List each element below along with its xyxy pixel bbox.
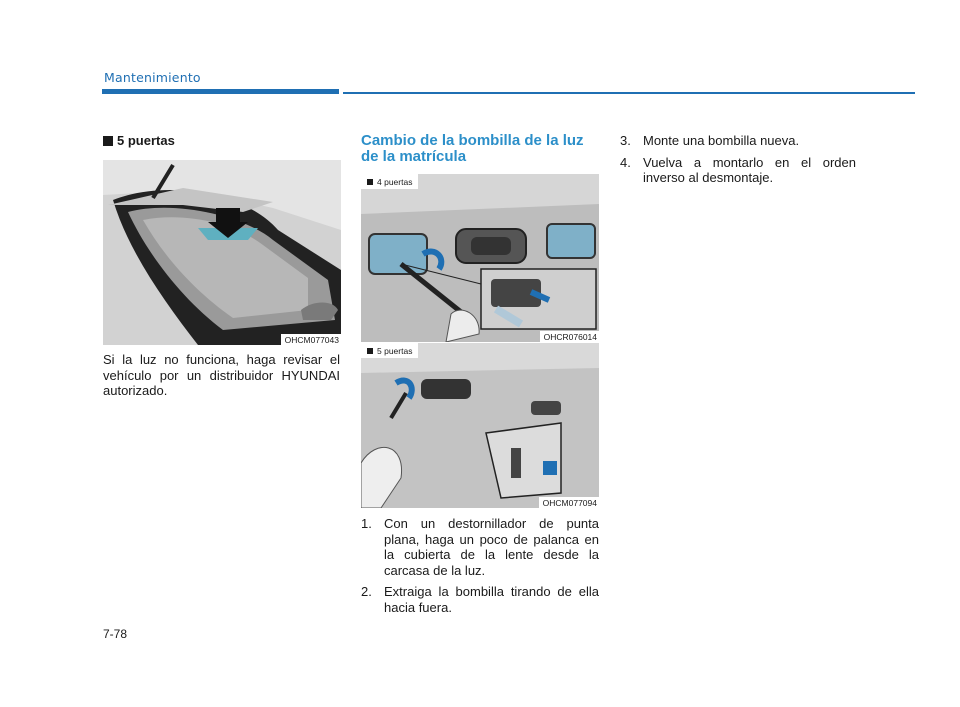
step-item: [361, 516, 599, 578]
header-rule-thick: [102, 89, 339, 94]
step-text: Extraiga la bombilla tirando de ella hacia fuera.: [384, 584, 599, 615]
left-paragraph: Si la luz no funciona, haga revisar el vehículo por un distribuidor HYUNDAI autorizado.: [103, 352, 340, 398]
square-bullet-icon: [103, 136, 113, 146]
subheading-text: 5 puertas: [117, 133, 175, 148]
figure-tag: [361, 343, 418, 358]
square-bullet-icon: [367, 348, 373, 354]
steps-list-right: [620, 133, 856, 192]
figure-5-door-rear: [103, 160, 341, 345]
license-light-5-door-illustration: [361, 343, 599, 508]
steps-list-middle: [361, 516, 599, 621]
step-text: Monte una bombilla nueva.: [643, 133, 800, 148]
figure-code: OHCM077094: [539, 497, 599, 508]
step-number: 1.: [361, 516, 372, 531]
car-rear-illustration: [103, 160, 341, 345]
page-number: 7-78: [103, 627, 128, 641]
subheading-5-doors: [103, 133, 175, 148]
figure-tag-text: 4 puertas: [377, 177, 413, 187]
header-rule-thin: [343, 92, 915, 94]
license-light-4-door-illustration: [361, 174, 599, 342]
figure-tag: [361, 174, 418, 189]
figure-tag-text: 5 puertas: [377, 346, 413, 356]
step-text: Vuelva a montarlo en el orden inverso al desmontaje.: [643, 154, 856, 185]
figure-code: OHCM077043: [281, 334, 341, 345]
figure-code: OHCR076014: [540, 331, 599, 342]
square-bullet-icon: [367, 179, 373, 185]
figure-4-door-light: [361, 174, 599, 342]
step-item: [620, 133, 856, 149]
figure-5-door-light: [361, 343, 599, 508]
section-heading: Cambio de la bombilla de la luz de la matrícula: [361, 132, 584, 165]
step-item: [361, 584, 599, 615]
section-title: Mantenimiento: [104, 70, 201, 85]
step-number: 4.: [620, 154, 631, 170]
step-item: [620, 155, 856, 186]
step-text: Con un destornillador de punta plana, haga un poco de palanca en la cubierta de la lente desde la carcasa de la luz.: [384, 516, 599, 578]
step-number: 2.: [361, 584, 372, 599]
step-number: 3.: [620, 133, 631, 148]
